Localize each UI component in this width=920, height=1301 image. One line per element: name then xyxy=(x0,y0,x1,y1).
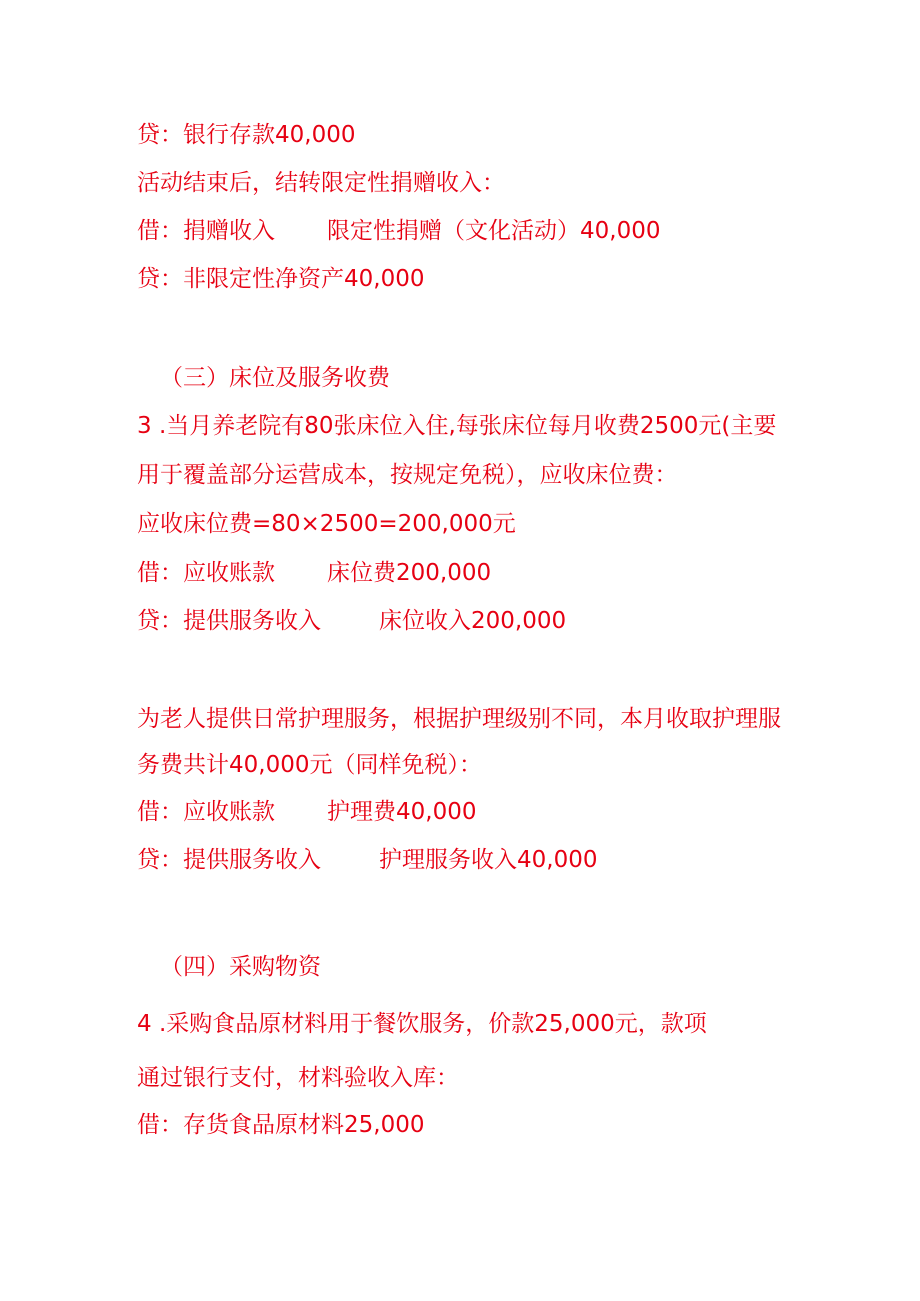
entry-subaccount: 床位收入200,000 xyxy=(379,608,567,634)
heading-text: （三）床位及服务收费 xyxy=(160,365,390,391)
entry-credit-service-income-bed xyxy=(137,606,566,636)
paragraph-text: 4 .采购食品原材料用于餐饮服务，价款25,000元，款项 xyxy=(137,1011,707,1037)
paragraph-bed-fees-line-2 xyxy=(137,460,678,490)
paragraph-text: 通过银行支付，材料验收入库： xyxy=(137,1065,459,1091)
heading-text: （四）采购物资 xyxy=(160,954,321,980)
entry-text: 借：存货食品原材料25,000 xyxy=(137,1112,425,1138)
transfer-description xyxy=(137,168,505,198)
entry-subaccount: 限定性捐赠（文化活动）40,000 xyxy=(327,218,661,244)
entry-subaccount: 护理费40,000 xyxy=(327,799,477,825)
entry-credit-bank-deposit xyxy=(137,120,355,150)
entry-credit-service-income-care xyxy=(137,845,597,875)
section-heading-three xyxy=(160,363,390,393)
paragraph-purchase-line-1 xyxy=(137,1009,707,1039)
section-heading-four xyxy=(160,952,321,982)
entry-account: 贷：提供服务收入 xyxy=(137,608,321,634)
paragraph-purchase-line-2 xyxy=(137,1063,459,1093)
entry-account: 借：捐赠收入 xyxy=(137,218,275,244)
paragraph-text: 活动结束后，结转限定性捐赠收入： xyxy=(137,170,505,196)
entry-text: 贷：非限定性净资产40,000 xyxy=(137,266,425,292)
entry-account: 借：应收账款 xyxy=(137,799,275,825)
entry-account: 贷：提供服务收入 xyxy=(137,847,321,873)
paragraph-text: 为老人提供日常护理服务，根据护理级别不同，本月收取护理服 xyxy=(137,706,781,732)
paragraph-text: 3 .当月养老院有80张床位入住,每张床位每月收费2500元(主要 xyxy=(137,413,777,439)
paragraph-care-fees-line-2 xyxy=(137,750,482,780)
paragraph-text: 用于覆盖部分运营成本，按规定免税），应收床位费： xyxy=(137,462,678,488)
entry-subaccount: 床位费200,000 xyxy=(327,560,492,586)
bed-fee-calculation xyxy=(137,509,516,539)
entry-debit-donation-income xyxy=(137,216,660,246)
paragraph-care-fees-line-1 xyxy=(137,704,781,734)
entry-subaccount: 护理服务收入40,000 xyxy=(379,847,598,873)
entry-account: 借：应收账款 xyxy=(137,560,275,586)
entry-debit-inventory xyxy=(137,1110,424,1140)
entry-debit-receivables-bed xyxy=(137,558,491,588)
paragraph-text: 务费共计40,000元（同样免税）： xyxy=(137,752,482,778)
entry-text: 贷：银行存款40,000 xyxy=(137,122,356,148)
paragraph-bed-fees-line-1 xyxy=(137,411,776,441)
entry-credit-unrestricted-assets xyxy=(137,264,424,294)
calculation-text: 应收床位费=80×2500=200,000元 xyxy=(137,511,516,537)
entry-debit-receivables-care xyxy=(137,797,476,827)
